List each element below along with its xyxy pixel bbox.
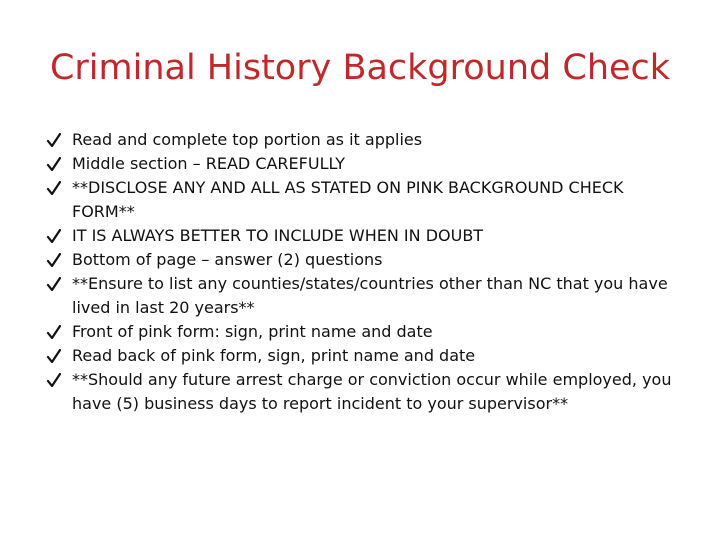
list-item-text: Read and complete top portion as it applies: [72, 130, 423, 149]
list-item-text: **Should any future arrest charge or conviction occur while employed, you have (5) business days to report incident to your supervisor**: [72, 370, 672, 413]
check-mark-icon: [46, 248, 64, 272]
check-mark-icon: [46, 344, 64, 368]
slide-title: Criminal History Background Check: [49, 48, 671, 88]
list-item-text: **Ensure to list any counties/states/countries other than NC that you have lived in last 20 years**: [72, 274, 668, 317]
list-item: [46, 368, 686, 416]
check-mark-icon: [46, 128, 64, 152]
bullet-list: [46, 128, 686, 416]
check-mark-icon: [46, 176, 64, 200]
list-item: [46, 320, 686, 344]
check-mark-icon: [46, 272, 64, 296]
list-item-text: Read back of pink form, sign, print name and date: [72, 346, 476, 365]
check-mark-icon: [46, 368, 64, 392]
list-item: [46, 224, 686, 248]
list-item: [46, 152, 686, 176]
list-item-text: Bottom of page – answer (2) questions: [72, 250, 383, 269]
check-mark-icon: [46, 152, 64, 176]
list-item-text: Middle section – READ CAREFULLY: [72, 154, 346, 173]
list-item-text: **DISCLOSE ANY AND ALL AS STATED ON PINK BACKGROUND CHECK FORM**: [72, 178, 624, 221]
list-item-text: Front of pink form: sign, print name and date: [72, 322, 433, 341]
list-item: [46, 248, 686, 272]
list-item: [46, 176, 686, 224]
list-item: [46, 128, 686, 152]
list-item: [46, 272, 686, 320]
list-item-text: IT IS ALWAYS BETTER TO INCLUDE WHEN IN DOUBT: [72, 226, 484, 245]
list-item: [46, 344, 686, 368]
check-mark-icon: [46, 320, 64, 344]
check-mark-icon: [46, 224, 64, 248]
